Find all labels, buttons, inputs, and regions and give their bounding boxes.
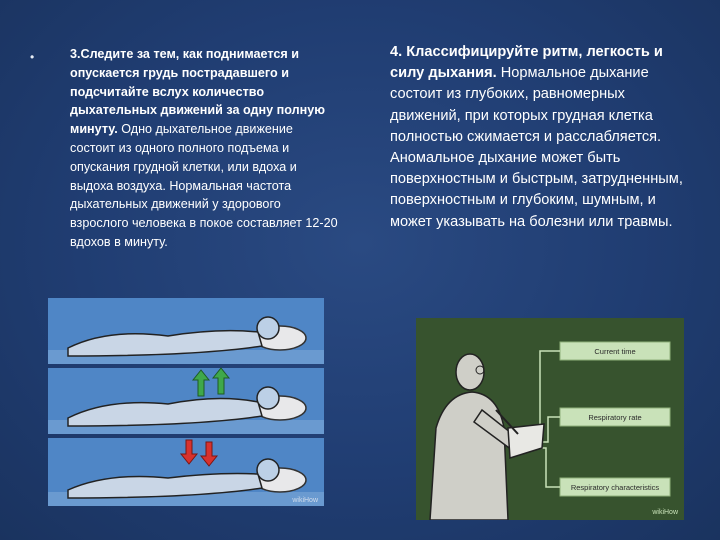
left-paragraph-normal: Одно дыхательное движение состоит из одного полного подъема и опускания грудной клетки, или вдоха и выдоха воздуха. Нормальная частота дыхательных движений у здорового взрослого человека в покое составляет 12-20 вдохов в минуту.	[70, 122, 338, 249]
right-paragraph	[390, 42, 690, 233]
svg-text:Current time: Current time	[594, 347, 636, 356]
left-paragraph	[70, 45, 338, 252]
breathing-observation-illustration	[48, 298, 324, 506]
panel-resting	[48, 298, 324, 364]
right-paragraph-normal: Нормальное дыхание состоит из глубоких, равномерных движений, при которых грудная клетка полностью сжимается и расслабляется. Аномальное дыхание может быть поверхностным и быстрым, затрудненным, поверхностным и глубоким, шумным, и может указывать на болезни или травмы.	[390, 65, 683, 230]
left-paragraph-bold: 3.Следите за тем, как поднимается и опускается грудь пострадавшего и подсчитайте вслух количество дыхательных движений за одну полную минуту.	[70, 47, 325, 137]
label-respiratory-characteristics	[560, 478, 670, 496]
panel-exhale	[48, 438, 324, 506]
watermark: wikiHow	[292, 497, 318, 504]
watermark-right: wikiHow	[652, 509, 678, 516]
respiration-recording-illustration	[416, 318, 684, 520]
svg-text:Respiratory rate: Respiratory rate	[588, 413, 642, 422]
svg-text:Respiratory characteristics: Respiratory characteristics	[570, 483, 660, 492]
label-current-time	[560, 342, 670, 360]
label-respiratory-rate	[560, 408, 670, 426]
bullet-marker: •	[30, 50, 35, 64]
right-paragraph-bold: 4. Классифицируйте ритм, легкость и силу дыхания.	[390, 44, 663, 82]
panel-inhale	[48, 368, 324, 434]
